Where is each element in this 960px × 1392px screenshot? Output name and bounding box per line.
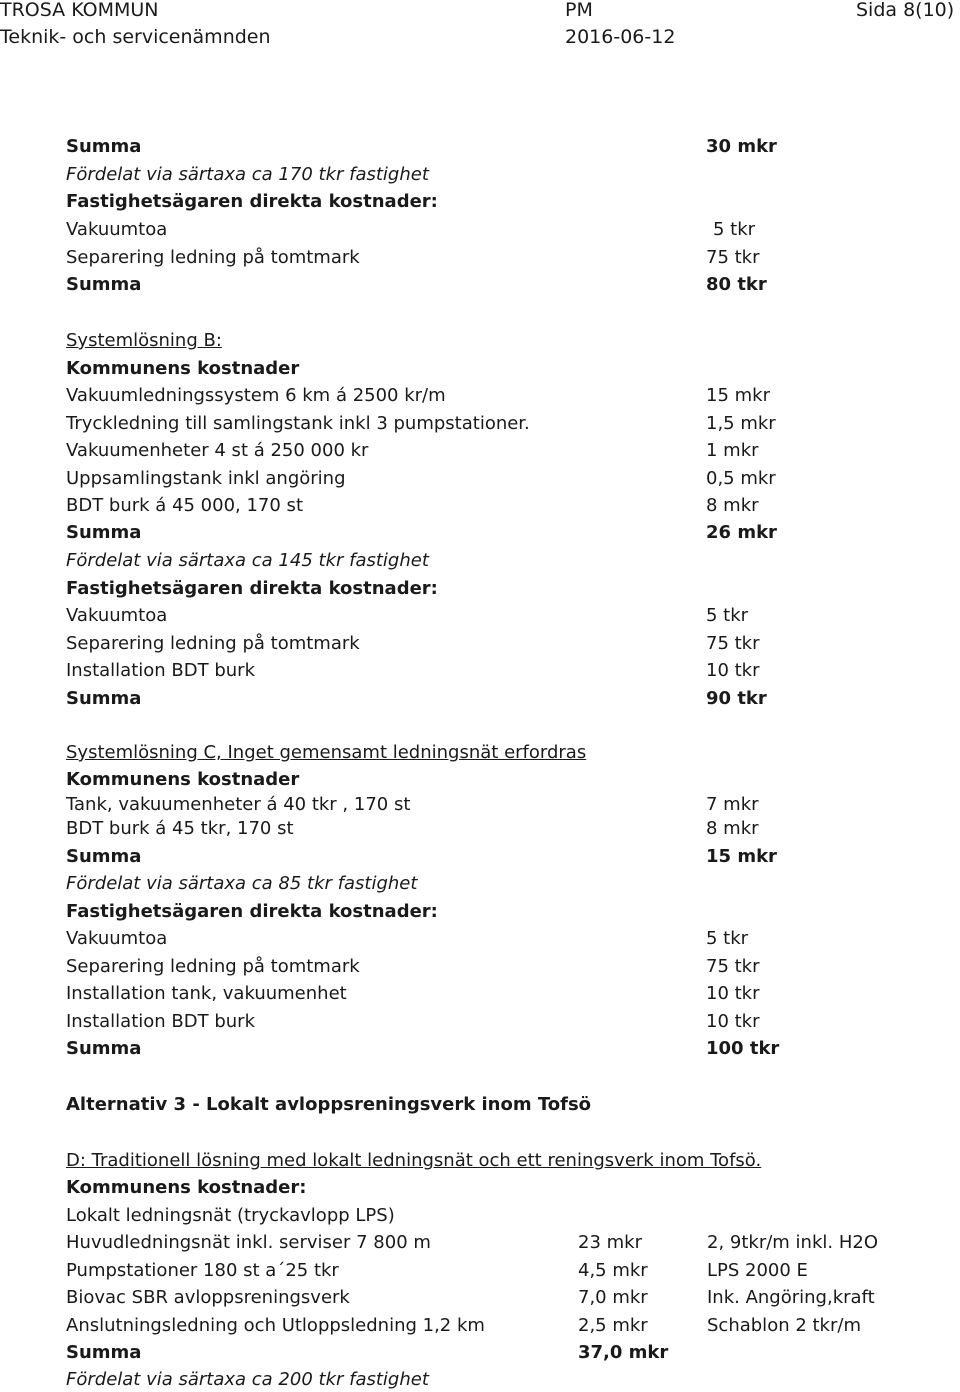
cost-item-value: 7 mkr (706, 794, 759, 815)
cost-item-note: 2, 9tkr/m inkl. H2O (707, 1232, 878, 1253)
cost-item-label: BDT burk á 45 tkr, 170 st (66, 818, 294, 839)
municipal-costs-heading: Kommunens kostnader (66, 769, 300, 790)
cost-item-label: Installation tank, vakuumenhet (66, 983, 347, 1004)
cost-item-label: Tryckledning till samlingstank inkl 3 pumpstationer. (66, 413, 530, 434)
owner-sum-label: Summa (66, 274, 142, 295)
owner-costs-heading: Fastighetsägaren direkta kostnader: (66, 578, 438, 599)
cost-item-label: Biovac SBR avloppsreningsverk (66, 1287, 350, 1308)
header-doc-type: PM (565, 0, 593, 21)
header-department: Teknik- och servicenämnden (0, 26, 271, 48)
section-title: D: Traditionell lösning med lokalt ledningsnät och ett reningsverk inom Tofsö. (66, 1150, 762, 1171)
cost-item-value: 5 tkr (713, 219, 756, 240)
cost-item-label: Vakuumtoa (66, 219, 168, 240)
cost-item-label: Installation BDT burk (66, 660, 255, 681)
header-date: 2016-06-12 (565, 26, 676, 48)
cost-item-label: Separering ledning på tomtmark (66, 956, 360, 977)
cost-item-value: 2,5 mkr (578, 1315, 648, 1336)
cost-item-label: Huvudledningsnät inkl. serviser 7 800 m (66, 1232, 431, 1253)
header-org: TROSA KOMMUN (0, 0, 159, 21)
distributed-note: Fördelat via särtaxa ca 200 tkr fastighet (66, 1369, 429, 1390)
cost-item-note: Schablon 2 tkr/m (707, 1315, 861, 1336)
distributed-note: Fördelat via särtaxa ca 170 tkr fastighet (66, 164, 429, 185)
sum-label: Summa (66, 522, 142, 543)
sum-label: Summa (66, 1342, 142, 1363)
cost-item-value: 5 tkr (706, 605, 749, 626)
cost-item-value: 10 tkr (706, 983, 760, 1004)
owner-sum-value: 100 tkr (706, 1038, 780, 1059)
cost-item-value: 75 tkr (706, 247, 760, 268)
cost-item-value: 10 tkr (706, 660, 760, 681)
cost-item-value: 23 mkr (578, 1232, 642, 1253)
cost-item-value: 1 mkr (706, 440, 759, 461)
cost-item-value: 4,5 mkr (578, 1260, 648, 1281)
cost-item-label: Vakuumtoa (66, 928, 168, 949)
cost-item-value: 0,5 mkr (706, 468, 776, 489)
cost-item-note: LPS 2000 E (707, 1260, 808, 1281)
sum-value: 15 mkr (706, 846, 777, 867)
cost-item-value: 75 tkr (706, 956, 760, 977)
cost-item-label: Vakuumledningssystem 6 km á 2500 kr/m (66, 385, 446, 406)
distributed-note: Fördelat via särtaxa ca 145 tkr fastighet (66, 550, 429, 571)
cost-item-value: 15 mkr (706, 385, 770, 406)
sum-value: 26 mkr (706, 522, 777, 543)
section-title: Systemlösning B: (66, 330, 222, 351)
distributed-note: Fördelat via särtaxa ca 85 tkr fastighet (66, 873, 418, 894)
owner-costs-heading: Fastighetsägaren direkta kostnader: (66, 901, 438, 922)
subheading: Lokalt ledningsnät (tryckavlopp LPS) (66, 1205, 395, 1226)
cost-item-label: Uppsamlingstank inkl angöring (66, 468, 346, 489)
owner-sum-value: 80 tkr (706, 274, 767, 295)
cost-item-label: Pumpstationer 180 st a´25 tkr (66, 1260, 339, 1281)
section-title: Systemlösning C, Inget gemensamt ledningsnät erfordras (66, 742, 587, 763)
cost-item-value: 5 tkr (706, 928, 749, 949)
cost-item-label: Installation BDT burk (66, 1011, 255, 1032)
owner-sum-value: 90 tkr (706, 688, 767, 709)
owner-costs-heading: Fastighetsägaren direkta kostnader: (66, 191, 438, 212)
cost-item-label: Separering ledning på tomtmark (66, 247, 360, 268)
cost-item-value: 10 tkr (706, 1011, 760, 1032)
cost-item-value: 8 mkr (706, 495, 759, 516)
cost-item-label: Anslutningsledning och Utloppsledning 1,2 km (66, 1315, 485, 1336)
owner-sum-label: Summa (66, 688, 142, 709)
header-page-number: Sida 8(10) (856, 0, 955, 21)
municipal-costs-heading: Kommunens kostnader: (66, 1177, 307, 1198)
cost-item-value: 1,5 mkr (706, 413, 776, 434)
cost-item-label: Tank, vakuumenheter á 40 tkr , 170 st (66, 794, 411, 815)
sum-value: 30 mkr (706, 136, 777, 157)
sum-label: Summa (66, 846, 142, 867)
cost-item-label: Vakuumtoa (66, 605, 168, 626)
cost-item-note: Ink. Angöring,kraft (707, 1287, 875, 1308)
cost-item-label: Separering ledning på tomtmark (66, 633, 360, 654)
municipal-costs-heading: Kommunens kostnader (66, 358, 300, 379)
owner-sum-label: Summa (66, 1038, 142, 1059)
cost-item-value: 8 mkr (706, 818, 759, 839)
cost-item-value: 75 tkr (706, 633, 760, 654)
cost-item-value: 7,0 mkr (578, 1287, 648, 1308)
cost-item-label: Vakuumenheter 4 st á 250 000 kr (66, 440, 369, 461)
sum-label: Summa (66, 136, 142, 157)
sum-value: 37,0 mkr (578, 1342, 669, 1363)
cost-item-label: BDT burk á 45 000, 170 st (66, 495, 303, 516)
alternative-heading: Alternativ 3 - Lokalt avloppsreningsverk inom Tofsö (66, 1094, 592, 1115)
